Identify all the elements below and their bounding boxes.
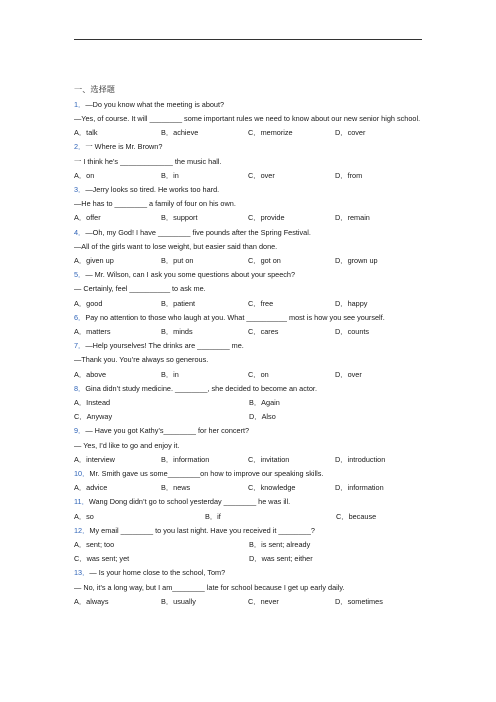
option-a[interactable]: A．Instead (74, 397, 111, 407)
option-c[interactable]: C．never (248, 596, 279, 606)
answer-options (74, 325, 424, 339)
option-b[interactable]: B．minds (161, 326, 193, 336)
option-d[interactable]: D．over (335, 369, 362, 379)
option-c[interactable]: C．over (248, 170, 275, 180)
question-number: 4． (74, 227, 86, 237)
question-number: 9． (74, 426, 86, 436)
question (74, 382, 424, 425)
question-text: — Certainly, feel __________ to ask me. (74, 284, 206, 294)
answer-options (74, 396, 424, 410)
question-text: 一 Where is Mr. Brown? (85, 142, 163, 152)
question (74, 226, 424, 269)
question-text: —Yes, of course. It will ________ some important rules we need to know about our new senior high school. (74, 113, 421, 123)
option-b[interactable]: B．news (161, 483, 191, 493)
option-c[interactable]: C．on (248, 369, 269, 379)
question-list (74, 83, 424, 609)
question-number: 6． (74, 312, 86, 322)
question (74, 311, 424, 339)
question (74, 339, 424, 382)
option-b[interactable]: B．if (205, 511, 221, 521)
question-text: — Mr. Wilson, can I ask you some questions about your speech? (85, 270, 296, 280)
question-text: —He has to ________ a family of four on his own. (74, 199, 236, 209)
question-text: — Have you got Kathy’s________ for her concert? (85, 426, 250, 436)
question (74, 424, 424, 467)
question-text: — Yes, I’d like to go and enjoy it. (74, 440, 180, 450)
question-text: Wang Dong didn’t go to school yesterday ________ he was ill. (88, 497, 291, 507)
answer-options (74, 538, 424, 552)
option-b[interactable]: B．in (161, 170, 179, 180)
option-d[interactable]: D．introduction (335, 454, 386, 464)
question-number: 3． (74, 184, 86, 194)
question (74, 495, 424, 523)
option-a[interactable]: A．sent; too (74, 540, 115, 549)
answer-options (74, 297, 424, 311)
question-text: —Do you know what the meeting is about? (85, 99, 225, 109)
question (74, 268, 424, 311)
option-c[interactable]: C．knowledge (248, 483, 296, 493)
answer-options (74, 481, 424, 495)
question-text: — Is your home close to the school, Tom? (89, 568, 226, 578)
option-a[interactable]: A．on (74, 170, 95, 180)
question-number: 2． (74, 142, 86, 152)
option-d[interactable]: D．cover (335, 128, 366, 138)
question-text: — No, it’s a long way, but I am________ late for school because I get up early daily. (74, 582, 345, 592)
option-a[interactable]: A．matters (74, 326, 111, 336)
option-a[interactable]: A．above (74, 369, 107, 379)
option-b[interactable]: B．Again (249, 397, 280, 407)
answer-options (74, 368, 424, 382)
option-b[interactable]: B．is sent; already (249, 540, 311, 549)
question-number: 5． (74, 270, 86, 280)
option-d[interactable]: D．sometimes (335, 596, 383, 606)
option-b[interactable]: B．information (161, 454, 210, 464)
option-d[interactable]: D．Also (249, 412, 276, 422)
option-b[interactable]: B．put on (161, 255, 194, 265)
option-a[interactable]: A．interview (74, 454, 115, 464)
question-text: —Help yourselves! The drinks are ________ me. (85, 341, 244, 351)
option-d[interactable]: D．counts (335, 326, 370, 336)
answer-options (74, 211, 424, 225)
option-d[interactable]: D．grown up (335, 255, 378, 265)
option-d[interactable]: D．was sent; either (249, 554, 313, 564)
question-text: 一 I think he’s _____________ the music hall. (74, 156, 222, 166)
option-c[interactable]: C．free (248, 298, 274, 308)
option-b[interactable]: B．support (161, 213, 198, 223)
option-a[interactable]: A．good (74, 298, 103, 308)
answer-options (74, 254, 424, 268)
option-c[interactable]: C．provide (248, 213, 285, 223)
option-b[interactable]: B．in (161, 369, 179, 379)
answer-options (74, 510, 424, 524)
answer-options (74, 169, 424, 183)
option-c[interactable]: C．invitation (248, 454, 290, 464)
option-c[interactable]: C．cares (248, 326, 279, 336)
question-number: 11． (74, 497, 89, 507)
option-b[interactable]: B．patient (161, 298, 196, 308)
section-title: 一、选择题 (74, 85, 115, 94)
question-number: 7． (74, 341, 86, 351)
answer-options (74, 410, 424, 424)
option-c[interactable]: C．memorize (248, 128, 293, 138)
question-text: Gina didn’t study medicine. ________, she decided to become an actor. (85, 383, 317, 393)
option-c[interactable]: C．Anyway (74, 412, 113, 422)
answer-options (74, 595, 424, 609)
question (74, 524, 424, 567)
option-b[interactable]: B．achieve (161, 128, 199, 138)
answer-options (74, 126, 424, 140)
option-a[interactable]: A．talk (74, 128, 98, 138)
question-text: Mr. Smith gave us some________on how to improve our speaking skills. (89, 468, 324, 478)
question (74, 467, 424, 495)
option-a[interactable]: A．so (74, 511, 94, 521)
option-d[interactable]: D．happy (335, 298, 368, 308)
option-d[interactable]: D．information (335, 483, 384, 493)
answer-options (74, 552, 424, 566)
question-number: 1． (74, 99, 86, 109)
option-a[interactable]: A．advice (74, 483, 108, 493)
question (74, 140, 424, 183)
question-text: My email ________ to you last night. Have you received it ________? (89, 525, 315, 535)
option-b[interactable]: B．usually (161, 596, 196, 606)
question-number: 8． (74, 383, 86, 393)
option-d[interactable]: D．from (335, 170, 363, 180)
question (74, 566, 424, 609)
option-c[interactable]: C．was sent; yet (74, 554, 130, 564)
question-number: 12． (74, 525, 90, 535)
question-number: 10． (74, 468, 90, 478)
question (74, 98, 424, 141)
answer-options (74, 453, 424, 467)
question-text: —Oh, my God! I have ________ five pounds after the Spring Festival. (85, 227, 311, 237)
header-rule (74, 39, 422, 40)
question-number: 13． (74, 568, 90, 578)
question-text: Pay no attention to those who laugh at you. What __________ most is how you see yourself. (85, 312, 385, 322)
question-text: —Jerry looks so tired. He works too hard. (85, 184, 220, 194)
question-text: —All of the girls want to lose weight, but easier said than done. (74, 241, 278, 251)
option-d[interactable]: D．remain (335, 213, 370, 223)
option-a[interactable]: A．offer (74, 213, 101, 223)
question (74, 183, 424, 226)
option-c[interactable]: C．because (336, 511, 377, 521)
option-c[interactable]: C．got on (248, 255, 281, 265)
question-text: —Thank you. You’re always so generous. (74, 355, 209, 365)
option-a[interactable]: A．always (74, 596, 109, 606)
option-a[interactable]: A．given up (74, 255, 114, 265)
